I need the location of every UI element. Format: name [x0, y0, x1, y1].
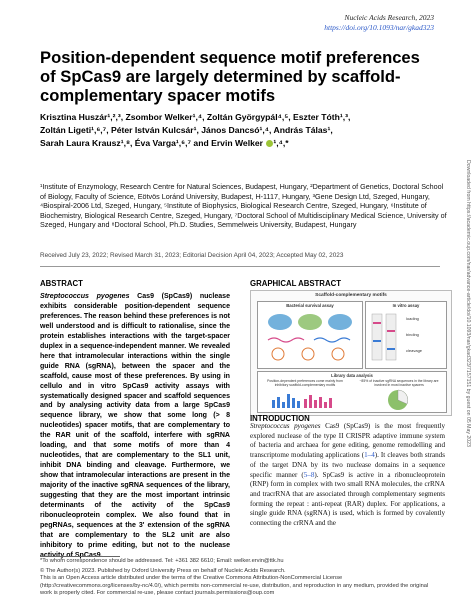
- ga-panel3-left-text: Position-dependent preferences come mainly from inhibitory scaffold-complementary motifs: [267, 379, 343, 387]
- footnote-rule: [40, 556, 120, 557]
- ga-panel-library: [257, 371, 447, 413]
- journal-header: [324, 13, 434, 32]
- abstract-body: [40, 292, 230, 561]
- intro-text-2: ). It cleaves both strands of the target DNA by its two nuclease domains in a sequence specific manner (: [250, 451, 445, 479]
- affiliations: ¹Institute of Enzymology, Research Centre for Natural Sciences, Budapest, Hungary, ²Department of Genetics, Doctoral School of Biology, Faculty of Science, Eötvös Loránd University, Budapest, H-1117, Hungary, ³Gene Design Ltd, Szeged, Hungary, ⁴Biospiral-2006 Ltd, Szeged, Hungary, ⁵Institute of Biophysics, Biological Research Centre, Szeged, Hungary, ⁶Institute of Biochemistry, Biological Research Centre, Szeged, Hungary, ⁷Doctoral School of Multidisciplinary Medical Science, University of Szeged, Hungary and ⁸Doctoral School, Ph.D. Studies, Semmelweis University, Budapest, Hungary: [40, 182, 447, 230]
- author-line-3: [40, 137, 440, 150]
- ga-panel2-title: In vitro assay: [392, 303, 420, 308]
- journal-doi[interactable]: https://doi.org/10.1093/nar/gkad323: [324, 22, 434, 32]
- journal-citation: Nucleic Acids Research, 2023: [344, 13, 434, 22]
- footnotes: [40, 558, 440, 597]
- intro-ref-1[interactable]: 1–4: [364, 451, 375, 460]
- author-line-1: Krisztina Huszár¹,²,³, Zsombor Welker¹,⁴, Zoltán Györgypál⁴,⁵, Eszter Tóth¹,³,: [40, 112, 351, 122]
- intro-text-3: ). SpCas9 is active in a ribonucleoprotein (RNP) form in complex with two small RNA molecules, the crRNA and tracrRNA that are associated through complementary segments forming the repeat : anti-repeat (RAR) duplex. For applications, a single guide RNA (sgRNA) is used, which is formed by covalently connecting the crRNA and the: [250, 470, 445, 528]
- ga-panel3-right-text: ~85% of inactive sgRNA sequences in the library are involved in most inactive spacers: [359, 379, 439, 387]
- intro-species: Streptococcus pyogenes: [250, 422, 321, 430]
- copyright-note: © The Author(s) 2023. Published by Oxford University Press on behalf of Nucleic Acids Research.: [40, 568, 286, 575]
- paper-title: Position-dependent sequence motif preferences of SpCas9 are largely determined by scaffold-complementary spacer motifs: [40, 48, 420, 105]
- download-side-strip: [463, 160, 473, 460]
- abstract-species: Streptococcus pyogenes: [40, 293, 130, 300]
- download-side-text: Downloaded from https://academic.oup.com/nar/advance-article/doi/10.1093/nar/gkad323/7157151 by guest on 05 May 2023: [465, 160, 471, 447]
- abstract-heading: ABSTRACT: [40, 279, 83, 288]
- ga-panel3-graphic: [258, 388, 446, 412]
- ga-label-cleavage: cleavage: [406, 348, 423, 353]
- introduction-body: [250, 422, 445, 529]
- divider-rule: [40, 266, 440, 267]
- ga-panel1-title: Bacterial survival assay: [286, 303, 334, 308]
- abstract-text: Cas9 (SpCas9) nuclease exhibits considerable position-dependent sequence preferences. The reason behind these preferences is not well understood and is difficult to rationalise, since the protein establishes interactions with the target-spacer duplex in a sequence-independent manner. We revealed here that intramolecular interactions within the single guide RNA (sgRNA), between the spacer and the scaffold, cause most of these preferences. By using in cellulo and in vitro SpCas9 activity assays with systematically designed spacer and scaffold sequences and by analysing activity data from a large SpCas9 sequence library, we show that some long (> 8 nucleotides) spacer motifs, that are complementary to the RAR unit of the scaffold, interfere with sgRNA loading, and that some motifs of more than 4 nucleotides, that are complementary to the SL1 unit, inhibit DNA binding and cleavage. Furthermore, we show that intramolecular interactions are present in the majority of the inactive sgRNA sequences of the library, suggesting that they are the most important intrinsic determinants of the activity of the SpCas9 ribonucleoprotein complex. We also found that in pegRNAs, sequences at the 3' extension of the sgRNA that are complementary to the SL2 unit are also inhibitory to prime editing, but not to the nuclease activity of SpCas9.: [40, 293, 230, 559]
- ga-panel3-title: Library data analysis: [331, 373, 373, 378]
- license-note: This is an Open Access article distributed under the terms of the Creative Commons Attribution-NonCommercial License (http://creativecommons.org/licenses/by-nc/4.0/), which permits non-commercial re-use, distribution, and reproduction in any medium, provided the original work is properly cited. For commercial re-use, please contact journals.permissions@oup.com: [40, 575, 429, 596]
- ga-panel-bacterial: [257, 301, 363, 369]
- ga-panel1-graphic: [258, 308, 362, 368]
- ga-label-loading: loading: [406, 316, 419, 321]
- ga-label-binding: binding: [406, 332, 419, 337]
- graphical-abstract-heading: GRAPHICAL ABSTRACT: [250, 279, 341, 288]
- intro-ref-2[interactable]: 5–8: [303, 470, 315, 479]
- ga-panel-invitro: [365, 301, 447, 369]
- author-line-2: Zoltán Ligeti¹,⁶,⁷, Péter István Kulcsár¹, János Dancsó¹,⁴, András Tálas¹,: [40, 125, 333, 136]
- author-list: [40, 111, 440, 151]
- intro-text-1: Cas9 (SpCas9) is the most frequently explored nuclease of the type II CRISPR adaptive immune system of bacteria and archaea for gene editing, genome remodelling and transcriptome modulating applications (: [250, 422, 445, 460]
- graphical-abstract-figure: [250, 290, 452, 416]
- introduction-heading: INTRODUCTION: [250, 414, 310, 423]
- received-dates: Received July 23, 2022; Revised March 31, 2023; Editorial Decision April 04, 2023; Accepted May 02, 2023: [40, 252, 344, 259]
- correspondence-note: *To whom correspondence should be addressed. Tel: +361 382 6610; Email: welker.ervin@ttk.hu: [40, 558, 284, 564]
- author-line-3-names: Sarah Laura Krausz¹,⁸, Éva Varga¹,⁶,⁷ and Ervin Welker: [40, 138, 263, 149]
- ga-main-title: Scaffold-complementary motifs: [315, 293, 387, 298]
- author-line-3-affil: ¹,⁴,*: [273, 138, 289, 149]
